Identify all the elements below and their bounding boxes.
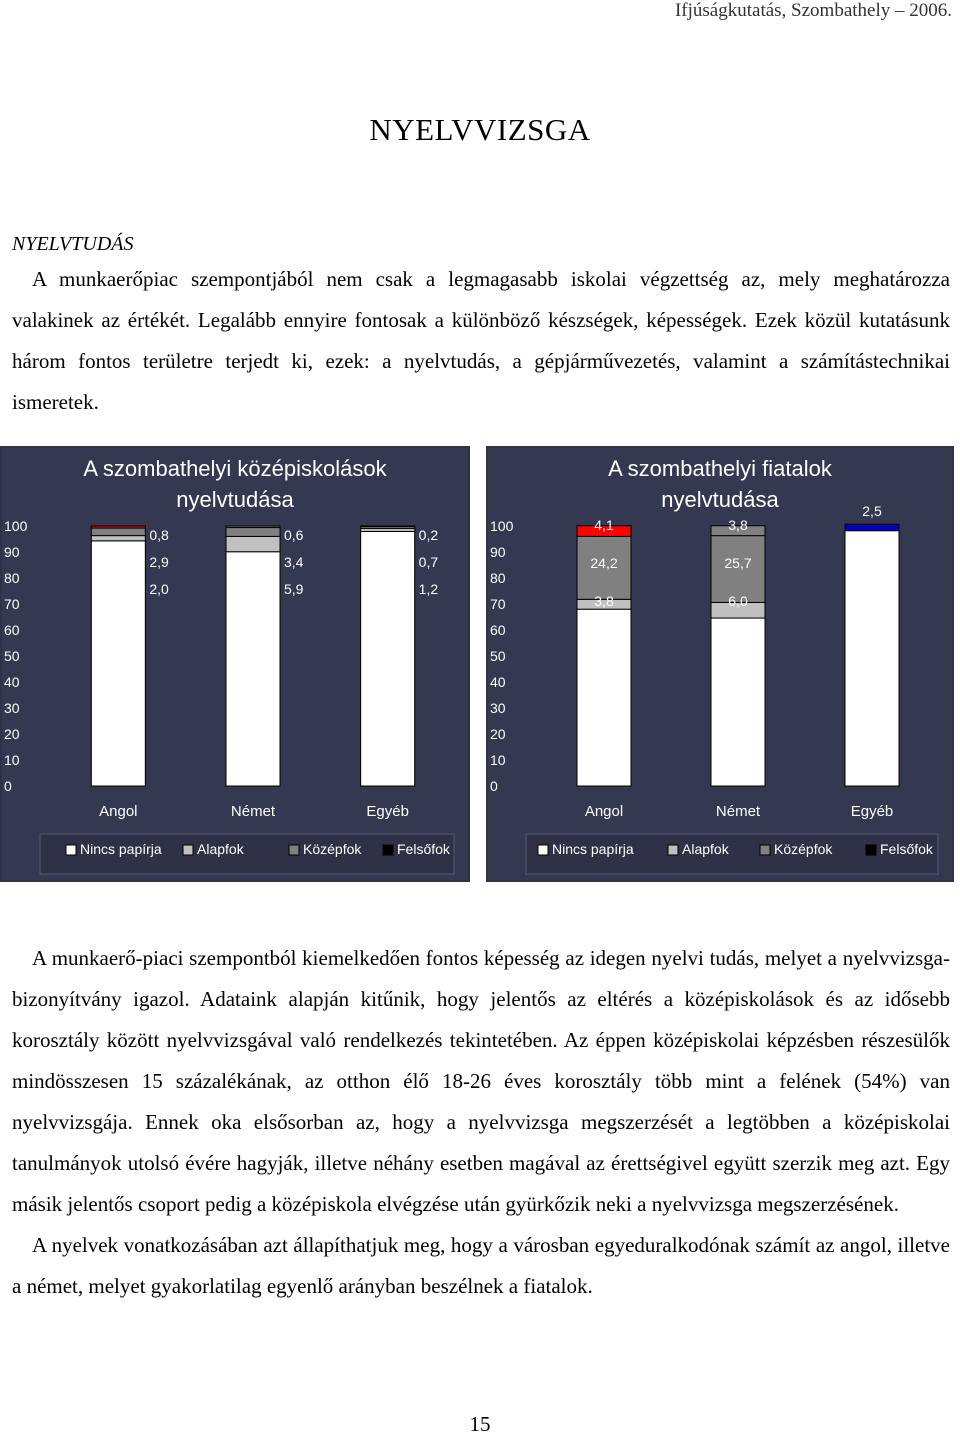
intro-paragraph-text: A munkaerőpiac szempontjából nem csak a legmagasabb iskolai végzettség az, mely meghatározza valakinek az értékét. Legalább ennyire fontosak a különböző készségek, képességek. Ezek közül kutatásunk három fontos területre terjedt ki, ezek: a nyelvtudás, a gépjárművezetés, valamint a számítástechnikai ismeretek. — [12, 267, 950, 414]
bar-segment — [226, 528, 280, 537]
y-tick-label: 20 — [4, 726, 20, 742]
bar-segment — [845, 524, 899, 531]
intro-paragraph — [12, 259, 950, 423]
x-category-label: Angol — [584, 803, 624, 820]
y-tick-label: 10 — [4, 752, 20, 768]
legend-label: Középfok — [303, 841, 362, 857]
y-tick-label: 70 — [490, 596, 506, 612]
legend-swatch — [760, 845, 770, 855]
data-label: 2,0 — [149, 581, 169, 597]
body-paragraph-1: A munkaerő-piaci szempontból kiemelkedően fontos képesség az idegen nyelvi tudás, melyet a nyelvvizsga-bizonyítvány igazol. Adataink alapján kitűnik, hogy jelentős az eltérés a középiskolások és az idősebb korosztály között nyelvvizsgával való rendelkezés tekintetében. Az éppen középiskolai képzésben részesülők mindösszesen 15 százalékának, az otthon élő 18-26 éves korosztály több mint a felének (54%) van nyelvvizsgája. Ennek oka elsősorban az, hogy a nyelvvizsga megszerzését a legtöbben a középiskolai tanulmányok utolsó évére hagyják, illetve néhány esetben magával az érettségivel együtt szerzik meg azt. Egy másik jelentős csoport pedig a középiskola elvégzése után gyürkőzik neki a nyelvvizsga megszerzésének. — [12, 946, 950, 1216]
bar-segment — [91, 541, 145, 786]
y-tick-label: 60 — [490, 622, 506, 638]
data-label: 68,0 — [589, 681, 619, 699]
legend-swatch — [538, 845, 548, 855]
section-title: NYELVTUDÁS — [12, 233, 134, 255]
data-label: 97,9 — [373, 639, 403, 657]
data-label: 94,3 — [103, 644, 133, 662]
data-label: 5,9 — [284, 581, 304, 597]
data-label: 3,4 — [284, 554, 304, 570]
y-tick-label: 90 — [490, 544, 506, 560]
legend-swatch — [866, 845, 876, 855]
data-label: 0,8 — [149, 527, 169, 543]
page-number: 15 — [469, 1412, 491, 1436]
bar-segment — [226, 552, 280, 786]
y-tick-label: 0 — [490, 778, 498, 794]
y-tick-label: 20 — [490, 726, 506, 742]
y-tick-label: 80 — [490, 570, 506, 586]
legend-swatch — [66, 845, 76, 855]
data-label: 3,8 — [594, 593, 614, 609]
data-label: 64,6 — [723, 686, 753, 704]
data-label: 24,2 — [590, 555, 618, 571]
bar-segment — [91, 526, 145, 528]
data-label: 0,7 — [418, 554, 439, 570]
chart-highschool-svg — [0, 446, 470, 882]
legend-swatch — [668, 845, 678, 855]
body-paragraphs — [12, 938, 950, 1307]
y-tick-label: 30 — [4, 700, 20, 716]
chart-title: A szombathelyi fiatalok nyelvtudása — [608, 456, 832, 512]
legend-label: Felsőfok — [880, 841, 933, 857]
x-category-label: Egyéb — [850, 803, 894, 820]
y-tick-label: 50 — [4, 648, 20, 664]
legend-swatch — [183, 845, 193, 855]
bar-segment — [91, 536, 145, 541]
data-label: 6,0 — [728, 593, 748, 609]
x-category-label: Német — [230, 803, 276, 820]
body-paragraph-2: A nyelvek vonatkozásában azt állapíthatjuk meg, hogy a városban egyeduralkodónak számít az angol, illetve a német, melyet gyakorlatilag egyenlő arányban beszélnek a fiatalok. — [12, 1233, 950, 1298]
legend-label: Alapfok — [197, 841, 244, 857]
legend-label: Nincs papírja — [552, 841, 634, 857]
bar-segment — [845, 531, 899, 786]
page-title: NYELVVIZSGA — [369, 112, 591, 147]
legend-label: Alapfok — [682, 841, 729, 857]
running-header: Ifjúságkutatás, Szombathely – 2006. — [674, 0, 952, 21]
bar-segment — [91, 528, 145, 536]
y-tick-label: 30 — [490, 700, 506, 716]
y-tick-label: 40 — [490, 674, 506, 690]
bar-segment — [361, 526, 415, 527]
data-label: 25,7 — [724, 555, 752, 571]
data-label: 0,2 — [418, 527, 439, 543]
data-label: 1,2 — [418, 581, 439, 597]
data-label: 98,2 — [857, 638, 887, 656]
x-category-label: Angol — [99, 803, 138, 820]
chart-youth — [486, 446, 954, 882]
bar-segment — [226, 536, 280, 551]
data-label: 0,6 — [284, 527, 304, 543]
data-label: 90,1 — [238, 650, 268, 668]
data-label: 2,5 — [862, 503, 882, 519]
bar-segment — [361, 531, 415, 786]
bar-segment — [226, 526, 280, 528]
y-tick-label: 40 — [4, 674, 20, 690]
legend-label: Középfok — [774, 841, 833, 857]
y-tick-label: 60 — [4, 622, 20, 638]
x-category-label: Német — [715, 803, 761, 820]
chart-title: A szombathelyi középiskolások nyelvtudása — [83, 456, 387, 512]
legend-swatch — [383, 845, 393, 855]
y-tick-label: 100 — [4, 518, 28, 534]
data-label: 4,1 — [594, 517, 614, 533]
y-tick-label: 50 — [490, 648, 506, 664]
data-label: 2,9 — [149, 554, 169, 570]
chart-highschool — [0, 446, 470, 882]
chart-youth-svg — [486, 446, 954, 882]
y-tick-label: 10 — [490, 752, 506, 768]
y-tick-label: 0 — [4, 778, 12, 794]
y-tick-label: 100 — [490, 518, 514, 534]
data-label: 3,8 — [728, 517, 748, 533]
legend-label: Nincs papírja — [80, 841, 162, 857]
y-tick-label: 70 — [4, 596, 20, 612]
x-category-label: Egyéb — [366, 803, 409, 820]
y-tick-label: 90 — [4, 544, 20, 560]
legend-swatch — [289, 845, 299, 855]
legend-label: Felsőfok — [397, 841, 450, 857]
y-tick-label: 80 — [4, 570, 20, 586]
